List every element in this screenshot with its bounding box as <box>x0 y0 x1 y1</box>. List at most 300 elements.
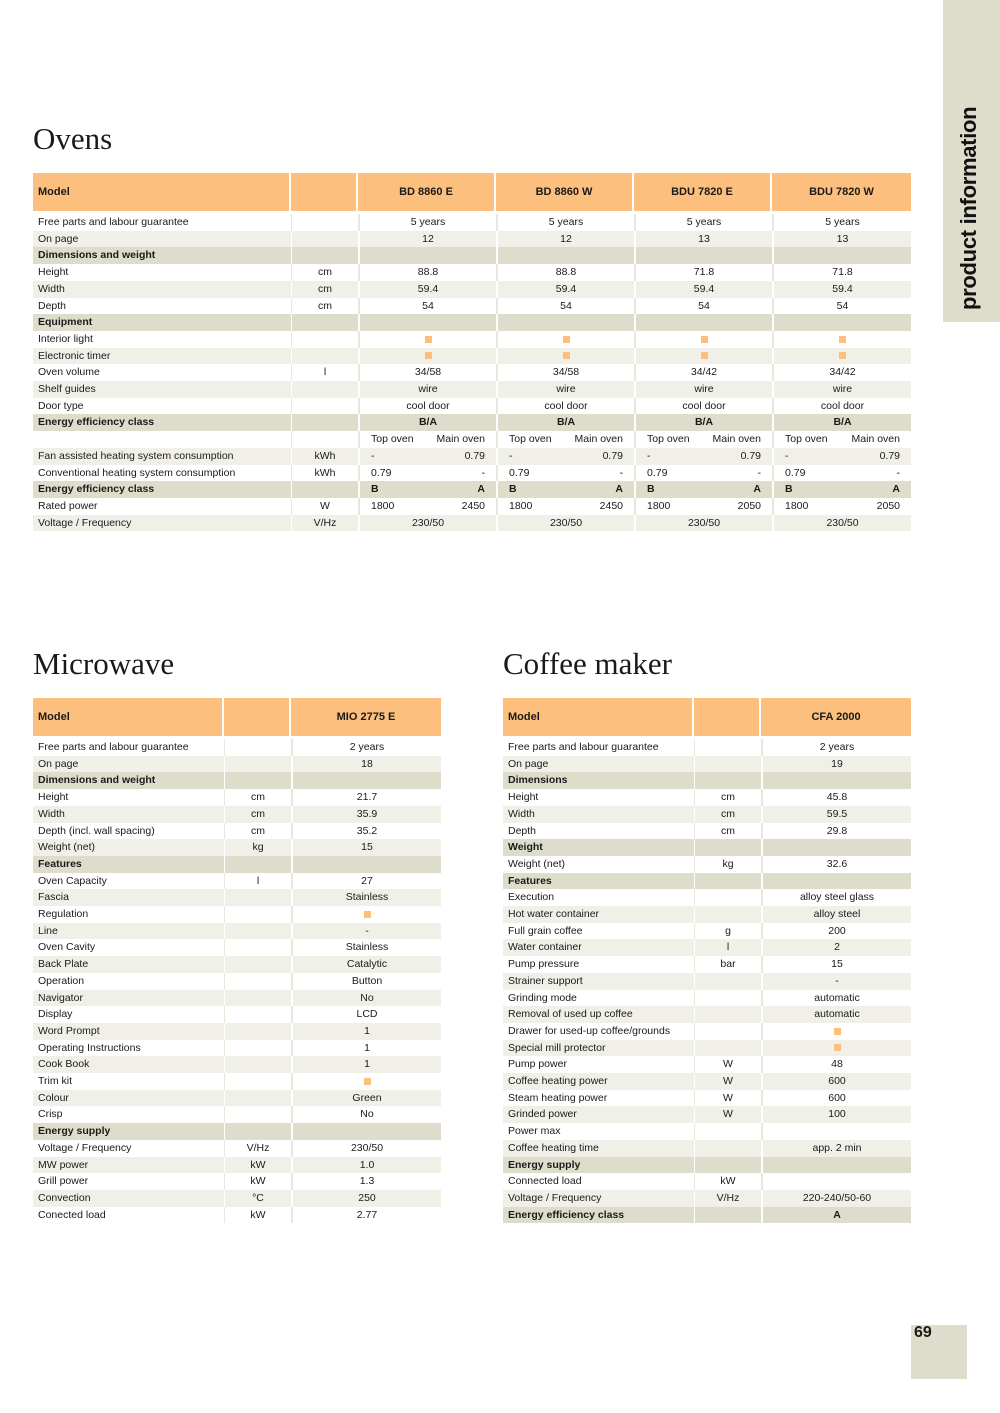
row-unit: bar <box>694 956 761 973</box>
split-value: B <box>785 483 793 496</box>
split-values <box>779 481 906 498</box>
split-values <box>503 448 629 465</box>
row-unit: kW <box>694 1173 761 1190</box>
row-unit: kW <box>224 1157 291 1174</box>
split-value: - <box>619 466 623 479</box>
row-value <box>634 498 772 515</box>
row-label: Line <box>33 923 224 940</box>
row-label: Grinded power <box>503 1106 694 1123</box>
table-row <box>33 789 441 806</box>
row-value: 34/42 <box>772 364 911 381</box>
row-unit <box>224 1006 291 1023</box>
row-value <box>496 348 634 365</box>
row-value <box>761 839 911 856</box>
row-unit <box>224 739 291 756</box>
section-heading-row <box>33 247 911 264</box>
split-value: Main oven <box>574 433 623 446</box>
row-value: 2 years <box>291 739 441 756</box>
row-value: cool door <box>634 398 772 415</box>
row-value: 5 years <box>634 214 772 231</box>
table-row <box>33 364 911 381</box>
coffee-table <box>503 698 911 1223</box>
row-unit <box>224 923 291 940</box>
row-value: 2 <box>761 939 911 956</box>
ovens-table <box>33 173 911 531</box>
bullet-square-icon <box>839 352 846 359</box>
split-value: Top oven <box>647 433 690 446</box>
row-label: Special mill protector <box>503 1040 694 1057</box>
row-value: 600 <box>761 1090 911 1107</box>
row-value: wire <box>772 381 911 398</box>
row-label: On page <box>503 756 694 773</box>
split-values <box>641 448 767 465</box>
header-unit-cell <box>694 698 761 736</box>
table-row <box>33 806 441 823</box>
row-unit <box>224 1040 291 1057</box>
row-value: 1.3 <box>291 1173 441 1190</box>
table-row <box>503 806 911 823</box>
row-value: app. 2 min <box>761 1140 911 1157</box>
microwave-table <box>33 698 441 1223</box>
row-label: Voltage / Frequency <box>503 1190 694 1207</box>
row-unit <box>694 1207 761 1224</box>
row-label: Back Plate <box>33 956 224 973</box>
table-row <box>33 281 911 298</box>
row-label: Oven Cavity <box>33 939 224 956</box>
table-row <box>33 1040 441 1057</box>
row-value <box>634 448 772 465</box>
row-label: Coffee heating power <box>503 1073 694 1090</box>
row-label: Electronic timer <box>33 348 291 365</box>
row-value: 54 <box>496 298 634 315</box>
table-row <box>503 889 911 906</box>
split-value: 0.79 <box>785 466 806 479</box>
row-value: 27 <box>291 873 441 890</box>
row-label: Voltage / Frequency <box>33 515 291 532</box>
row-value: 19 <box>761 756 911 773</box>
table-row <box>33 231 911 248</box>
row-value: 230/50 <box>358 515 496 532</box>
row-value <box>772 247 911 264</box>
row-value <box>772 314 911 331</box>
row-unit <box>224 939 291 956</box>
row-value <box>772 465 911 482</box>
row-value: 250 <box>291 1190 441 1207</box>
row-value: LCD <box>291 1006 441 1023</box>
header-model-label: Model <box>33 173 291 211</box>
row-unit: cm <box>291 264 358 281</box>
row-unit <box>694 1023 761 1040</box>
row-value <box>291 1123 441 1140</box>
row-label: On page <box>33 231 291 248</box>
row-value: 12 <box>358 231 496 248</box>
row-label: Fan assisted heating system consumption <box>33 448 291 465</box>
row-value <box>358 348 496 365</box>
table-row <box>503 1056 911 1073</box>
row-unit <box>224 906 291 923</box>
row-label: On page <box>33 756 224 773</box>
section-heading-row <box>33 772 441 789</box>
row-label: Height <box>33 789 224 806</box>
row-value: 230/50 <box>772 515 911 532</box>
row-value <box>761 772 911 789</box>
row-label: Depth <box>503 823 694 840</box>
row-label: Grill power <box>33 1173 224 1190</box>
row-value: 71.8 <box>772 264 911 281</box>
row-value <box>496 247 634 264</box>
row-label: Crisp <box>33 1106 224 1123</box>
row-label: Strainer support <box>503 973 694 990</box>
row-value: 13 <box>634 231 772 248</box>
table-row <box>503 973 911 990</box>
row-value <box>358 448 496 465</box>
row-value <box>358 498 496 515</box>
row-label: Depth (incl. wall spacing) <box>33 823 224 840</box>
section-heading: Dimensions and weight <box>33 772 224 789</box>
row-value <box>772 431 911 448</box>
split-value: 0.79 <box>740 449 761 462</box>
row-unit <box>291 247 358 264</box>
row-unit: V/Hz <box>694 1190 761 1207</box>
split-value: A <box>477 483 485 496</box>
section-heading-row <box>33 481 911 498</box>
row-value <box>496 448 634 465</box>
row-value: wire <box>358 381 496 398</box>
table-row <box>503 906 911 923</box>
table-row <box>33 1106 441 1123</box>
table-row <box>503 939 911 956</box>
row-value <box>772 448 911 465</box>
split-values <box>779 448 906 465</box>
row-value: 32.6 <box>761 856 911 873</box>
row-unit: W <box>291 498 358 515</box>
row-value: 34/42 <box>634 364 772 381</box>
row-label: Convection <box>33 1190 224 1207</box>
table-row <box>33 264 911 281</box>
row-value: 1 <box>291 1056 441 1073</box>
row-value: B/A <box>496 414 634 431</box>
row-label: Coffee heating time <box>503 1140 694 1157</box>
table-row <box>503 1006 911 1023</box>
row-value: B/A <box>772 414 911 431</box>
section-heading-row <box>503 1157 911 1174</box>
row-value: 18 <box>291 756 441 773</box>
row-label: Pump power <box>503 1056 694 1073</box>
section-heading: Energy efficiency class <box>503 1207 694 1224</box>
row-value: wire <box>496 381 634 398</box>
row-label: Width <box>33 806 224 823</box>
row-value <box>761 1173 911 1190</box>
row-value <box>358 465 496 482</box>
row-unit: cm <box>291 281 358 298</box>
section-heading-row <box>503 839 911 856</box>
split-values <box>503 465 629 482</box>
row-value <box>358 247 496 264</box>
row-value: cool door <box>358 398 496 415</box>
row-unit <box>291 231 358 248</box>
row-value: 34/58 <box>358 364 496 381</box>
table-row <box>503 1140 911 1157</box>
split-value: - <box>647 449 651 462</box>
row-value: 35.2 <box>291 823 441 840</box>
row-unit <box>291 481 358 498</box>
section-heading-row <box>503 873 911 890</box>
row-unit <box>224 1056 291 1073</box>
table-row <box>503 1040 911 1057</box>
split-value: B <box>371 483 379 496</box>
table-row <box>503 739 911 756</box>
bullet-square-icon <box>834 1028 841 1035</box>
row-value: 88.8 <box>358 264 496 281</box>
split-value: B <box>509 483 517 496</box>
table-row <box>503 1173 911 1190</box>
coffee-title: Coffee maker <box>503 646 672 681</box>
row-label: Oven volume <box>33 364 291 381</box>
row-value: Green <box>291 1090 441 1107</box>
row-value: cool door <box>496 398 634 415</box>
row-label: Navigator <box>33 990 224 1007</box>
row-value: 600 <box>761 1073 911 1090</box>
table-row <box>33 889 441 906</box>
split-value: A <box>753 483 761 496</box>
split-value: Main oven <box>712 433 761 446</box>
table-row <box>33 756 441 773</box>
header-model-label: Model <box>33 698 224 736</box>
row-value: Stainless <box>291 939 441 956</box>
split-value: 0.79 <box>602 449 623 462</box>
section-heading: Energy efficiency class <box>33 481 291 498</box>
row-unit: cm <box>224 789 291 806</box>
split-value: 1800 <box>509 499 533 512</box>
row-unit <box>224 1123 291 1140</box>
row-value: 88.8 <box>496 264 634 281</box>
split-values <box>641 498 767 515</box>
split-value: Top oven <box>371 433 414 446</box>
table-row <box>33 1157 441 1174</box>
row-unit <box>224 990 291 1007</box>
header-model-name: MIO 2775 E <box>291 698 441 736</box>
row-value: alloy steel glass <box>761 889 911 906</box>
split-value: A <box>892 483 900 496</box>
row-value: 1 <box>291 1023 441 1040</box>
row-value <box>634 247 772 264</box>
row-label: Word Prompt <box>33 1023 224 1040</box>
row-unit: W <box>694 1090 761 1107</box>
table-row <box>33 923 441 940</box>
row-label: Depth <box>33 298 291 315</box>
row-value: 71.8 <box>634 264 772 281</box>
row-value: 21.7 <box>291 789 441 806</box>
split-value: 0.79 <box>879 449 900 462</box>
section-heading: Dimensions and weight <box>33 247 291 264</box>
row-unit <box>694 1140 761 1157</box>
table-row <box>33 939 441 956</box>
section-heading: Dimensions <box>503 772 694 789</box>
split-values <box>641 431 767 448</box>
section-heading-row <box>33 414 911 431</box>
row-unit <box>694 1123 761 1140</box>
row-unit <box>291 381 358 398</box>
side-tab-label: product information <box>956 106 981 310</box>
row-unit <box>694 990 761 1007</box>
table-row <box>33 381 911 398</box>
split-value: A <box>615 483 623 496</box>
row-label <box>33 431 291 448</box>
row-value: 54 <box>358 298 496 315</box>
section-heading-row <box>33 856 441 873</box>
row-label: Free parts and labour guarantee <box>503 739 694 756</box>
section-heading: Features <box>503 873 694 890</box>
row-unit <box>224 1023 291 1040</box>
row-unit: l <box>291 364 358 381</box>
row-value <box>634 465 772 482</box>
row-value: 35.9 <box>291 806 441 823</box>
row-unit: W <box>694 1106 761 1123</box>
row-value <box>634 314 772 331</box>
table-row <box>33 1073 441 1090</box>
split-values <box>641 481 767 498</box>
split-value: 2050 <box>876 499 900 512</box>
row-value: 2 years <box>761 739 911 756</box>
row-unit <box>694 1157 761 1174</box>
row-value: 1 <box>291 1040 441 1057</box>
row-label: Trim kit <box>33 1073 224 1090</box>
split-value: 0.79 <box>371 466 392 479</box>
row-label: Water container <box>503 939 694 956</box>
split-value: Main oven <box>851 433 900 446</box>
row-label: Operating Instructions <box>33 1040 224 1057</box>
row-value: alloy steel <box>761 906 911 923</box>
table-row <box>33 214 911 231</box>
row-unit <box>291 214 358 231</box>
row-value: Stainless <box>291 889 441 906</box>
row-value: Button <box>291 973 441 990</box>
bullet-square-icon <box>834 1044 841 1051</box>
table-row <box>33 1190 441 1207</box>
bullet-square-icon <box>364 911 371 918</box>
split-value: 1800 <box>647 499 671 512</box>
row-value: 29.8 <box>761 823 911 840</box>
row-value <box>761 1123 911 1140</box>
table-row <box>33 973 441 990</box>
split-values <box>365 431 491 448</box>
split-values <box>365 481 491 498</box>
table-row <box>33 1090 441 1107</box>
row-unit <box>694 739 761 756</box>
table-row <box>503 823 911 840</box>
split-values <box>365 498 491 515</box>
row-unit: kg <box>224 839 291 856</box>
table-row <box>503 1073 911 1090</box>
row-unit <box>694 973 761 990</box>
section-heading: Equipment <box>33 314 291 331</box>
row-value <box>634 331 772 348</box>
split-value: 2450 <box>599 499 623 512</box>
page-number-box <box>911 1325 967 1379</box>
row-value: 230/50 <box>496 515 634 532</box>
row-value <box>496 314 634 331</box>
row-unit <box>694 873 761 890</box>
bullet-square-icon <box>364 1078 371 1085</box>
row-unit <box>694 756 761 773</box>
section-heading-row <box>503 772 911 789</box>
row-value <box>358 314 496 331</box>
table-row <box>33 331 911 348</box>
row-unit <box>291 331 358 348</box>
table-row <box>503 956 911 973</box>
table-header-row <box>33 698 441 736</box>
row-unit: l <box>224 873 291 890</box>
row-value: 34/58 <box>496 364 634 381</box>
table-row <box>33 1140 441 1157</box>
table-row <box>33 990 441 1007</box>
table-row <box>503 1123 911 1140</box>
row-value <box>291 856 441 873</box>
row-label: Voltage / Frequency <box>33 1140 224 1157</box>
row-label: Weight (net) <box>503 856 694 873</box>
row-label: Full grain coffee <box>503 923 694 940</box>
row-value: 230/50 <box>291 1140 441 1157</box>
row-unit: cm <box>291 298 358 315</box>
row-unit: cm <box>694 823 761 840</box>
row-label: Height <box>33 264 291 281</box>
row-value <box>634 481 772 498</box>
row-unit <box>694 889 761 906</box>
row-label: Operation <box>33 973 224 990</box>
row-unit <box>224 756 291 773</box>
table-row <box>33 298 911 315</box>
row-value <box>358 331 496 348</box>
table-row <box>33 1207 441 1224</box>
table-row <box>33 1023 441 1040</box>
bullet-square-icon <box>425 336 432 343</box>
row-label: Drawer for used-up coffee/grounds <box>503 1023 694 1040</box>
split-values <box>641 465 767 482</box>
row-value <box>761 1040 911 1057</box>
row-unit <box>694 1006 761 1023</box>
row-value <box>634 348 772 365</box>
row-label: Pump pressure <box>503 956 694 973</box>
row-label: Rated power <box>33 498 291 515</box>
header-model-name: BD 8860 E <box>358 173 496 211</box>
row-unit <box>224 772 291 789</box>
split-value: 0.79 <box>509 466 530 479</box>
row-label: Width <box>503 806 694 823</box>
table-row <box>33 739 441 756</box>
row-label: Shelf guides <box>33 381 291 398</box>
table-row <box>503 856 911 873</box>
table-row <box>503 990 911 1007</box>
split-value: - <box>509 449 513 462</box>
row-label: Oven Capacity <box>33 873 224 890</box>
header-model-name: BDU 7820 W <box>772 173 911 211</box>
row-value: B/A <box>358 414 496 431</box>
bullet-square-icon <box>701 336 708 343</box>
row-unit <box>291 414 358 431</box>
section-heading-row <box>503 1207 911 1224</box>
row-unit: cm <box>224 806 291 823</box>
row-value: 59.4 <box>634 281 772 298</box>
table-row <box>503 1106 911 1123</box>
row-unit <box>694 1040 761 1057</box>
table-row <box>33 956 441 973</box>
row-unit: g <box>694 923 761 940</box>
row-unit <box>694 906 761 923</box>
row-value: 59.5 <box>761 806 911 823</box>
bullet-square-icon <box>839 336 846 343</box>
row-value: cool door <box>772 398 911 415</box>
split-value: Top oven <box>509 433 552 446</box>
